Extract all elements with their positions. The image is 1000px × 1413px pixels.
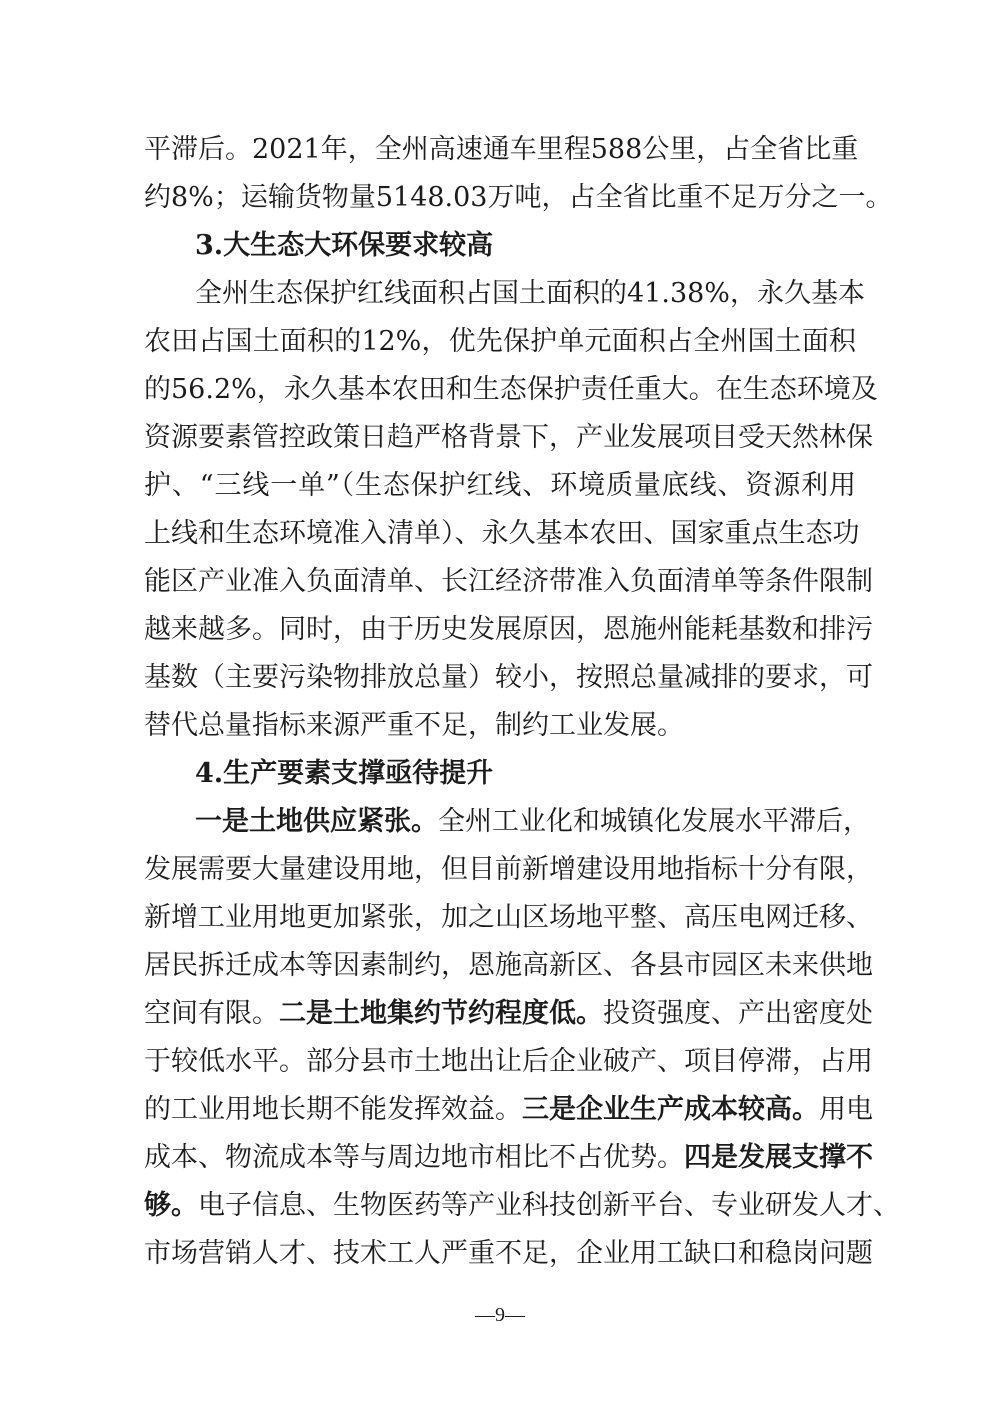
- bold-phrase: 三是企业生产成本较高。: [522, 1094, 819, 1125]
- text-line: [144, 1138, 873, 1178]
- text-line: 的56.2%，永久基本农田和生态保护责任重大。在生态环境及: [144, 374, 878, 405]
- section-heading-4: 4.生产要素支撑亟待提升: [195, 758, 494, 789]
- text-segment: 空间有限。: [144, 998, 279, 1029]
- page-number: —9—: [475, 1304, 525, 1326]
- text-segment: 投资强度、产出密度处: [603, 998, 873, 1029]
- text-line: [144, 1090, 873, 1130]
- text-line: [195, 802, 870, 842]
- text-segment: 全州工业化和城镇化发展水平滞后，: [438, 806, 870, 837]
- text-line: 农田占国土面积的12%，优先保护单元面积占全州国土面积: [144, 326, 856, 357]
- bold-phrase: 够。: [144, 1190, 198, 1221]
- text-line: 居民拆迁成本等因素制约，恩施高新区、各县市园区未来供地: [144, 950, 873, 981]
- text-segment: 用电: [819, 1094, 873, 1125]
- text-line: 越来越多。同时，由于历史发展原因，恩施州能耗基数和排污: [144, 614, 873, 645]
- text-segment: 的工业用地长期不能发挥效益。: [144, 1094, 522, 1125]
- text-line: 发展需要大量建设用地，但目前新增建设用地指标十分有限，: [144, 854, 873, 885]
- section-heading-3: 3.大生态大环保要求较高: [195, 230, 494, 261]
- text-line: 市场营销人才、技术工人严重不足，企业用工缺口和稳岗问题: [144, 1238, 873, 1269]
- bold-phrase: 二是土地集约节约程度低。: [279, 998, 603, 1029]
- text-line: 替代总量指标来源严重不足，制约工业发展。: [144, 710, 684, 741]
- text-line: 约8%；运输货物量5148.03万吨，占全省比重不足万分之一。: [144, 182, 893, 213]
- text-line: 资源要素管控政策日趋严格背景下，产业发展项目受天然林保: [144, 422, 873, 453]
- text-line: [144, 994, 873, 1034]
- text-segment: 电子信息、生物医药等产业科技创新平台、专业研发人才、: [198, 1190, 900, 1221]
- text-line: 上线和生态环境准入清单）、永久基本农田、国家重点生态功: [144, 518, 860, 549]
- text-line: 护、“三线一单”（生态保护红线、环境质量底线、资源利用: [144, 470, 856, 501]
- text-line: 于较低水平。部分县市土地出让后企业破产、项目停滞，占用: [144, 1046, 873, 1077]
- bold-phrase: 一是土地供应紧张。: [195, 806, 438, 837]
- bold-phrase: 四是发展支撑不: [684, 1142, 873, 1173]
- text-line: 能区产业准入负面清单、长江经济带准入负面清单等条件限制: [144, 566, 873, 597]
- text-line: [144, 1186, 900, 1226]
- text-line: 基数（主要污染物排放总量）较小，按照总量减排的要求，可: [144, 662, 873, 693]
- text-line: 全州生态保护红线面积占国土面积的41.38%，永久基本: [195, 278, 865, 309]
- text-line: 新增工业用地更加紧张，加之山区场地平整、高压电网迁移、: [144, 902, 873, 933]
- text-line: 平滞后。2021年，全州高速通车里程588公里，占全省比重: [144, 134, 859, 165]
- text-segment: 成本、物流成本等与周边地市相比不占优势。: [144, 1142, 684, 1173]
